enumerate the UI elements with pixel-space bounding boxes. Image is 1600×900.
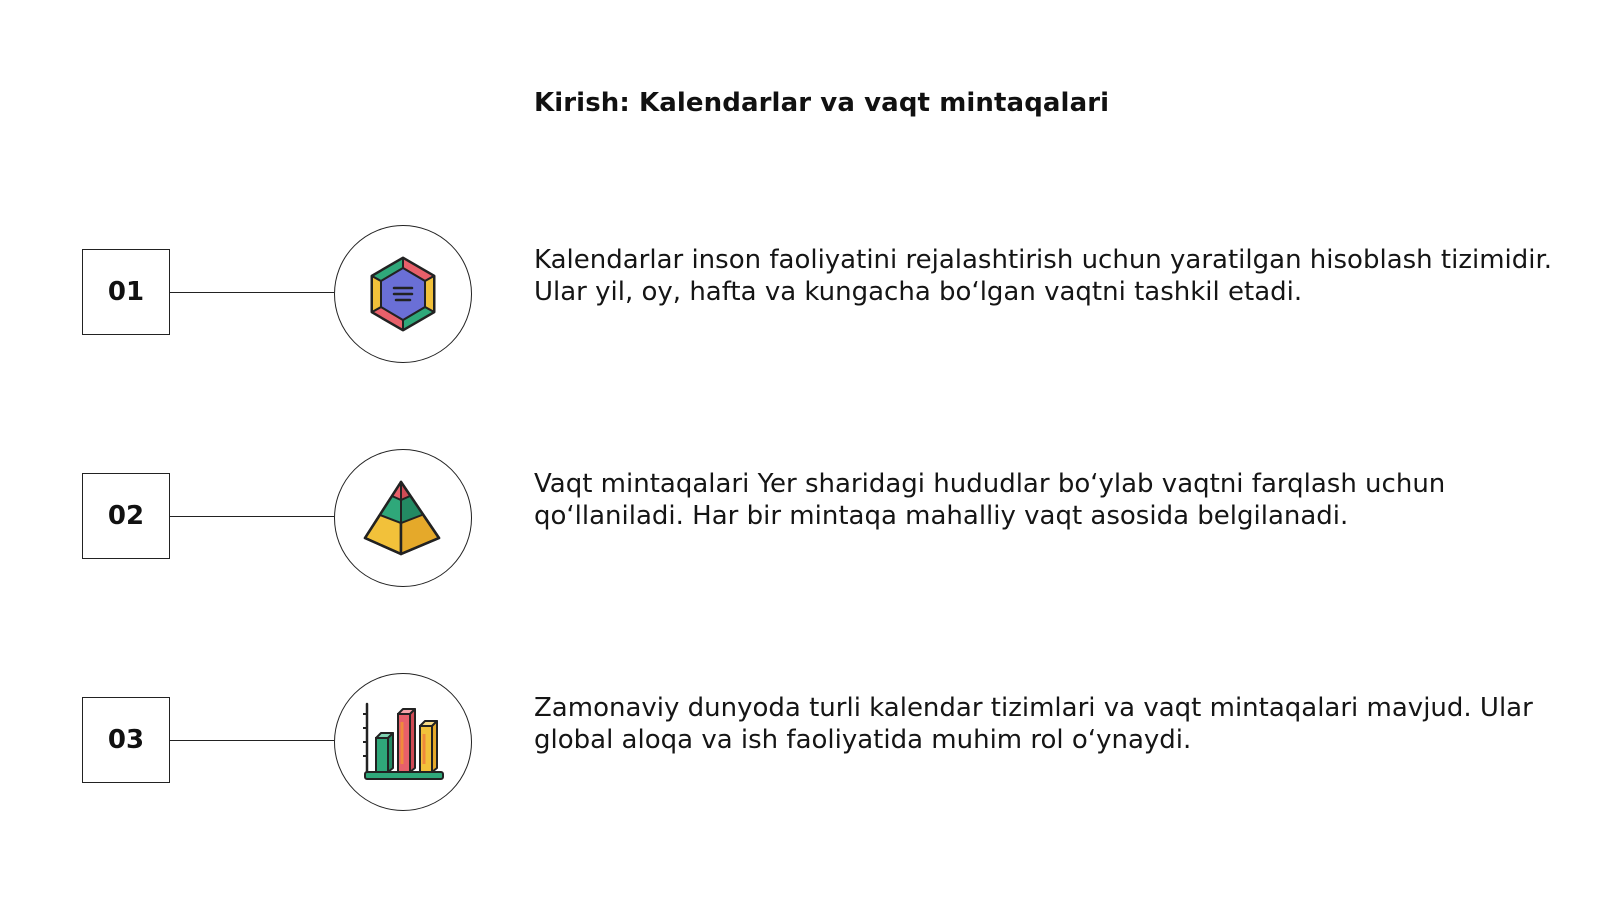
connector-line [170,516,334,517]
hexagon-icon [363,254,443,334]
item-number-box: 03 [82,697,170,783]
item-description: Kalendarlar inson faoliyatini rejalashtirish uchun yaratilgan hisoblash tizimidir. Ular yil, oy, hafta va kungacha bo‘lgan vaqtni tashkil etadi. [534,245,1553,307]
bar-chart-icon [361,700,445,784]
item-number-box: 01 [82,249,170,335]
list-item [0,224,1600,364]
icon-circle [334,449,472,587]
connector-line [170,740,334,741]
item-number-box: 02 [82,473,170,559]
icon-circle [334,673,472,811]
pyramid-icon [361,476,445,560]
connector-line [170,292,334,293]
list-item [0,448,1600,588]
item-description: Zamonaviy dunyoda turli kalendar tizimlari va vaqt mintaqalari mavjud. Ular global aloqa va ish faoliyatida muhim rol o‘ynaydi. [534,693,1533,755]
icon-circle [334,225,472,363]
page-title: Kirish: Kalendarlar va vaqt mintaqalari [534,88,1110,118]
list-item [0,672,1600,812]
item-description: Vaqt mintaqalari Yer sharidagi hududlar bo‘ylab vaqtni farqlash uchun qo‘llaniladi. Har bir mintaqa mahalliy vaqt asosida belgilanadi. [534,469,1446,531]
